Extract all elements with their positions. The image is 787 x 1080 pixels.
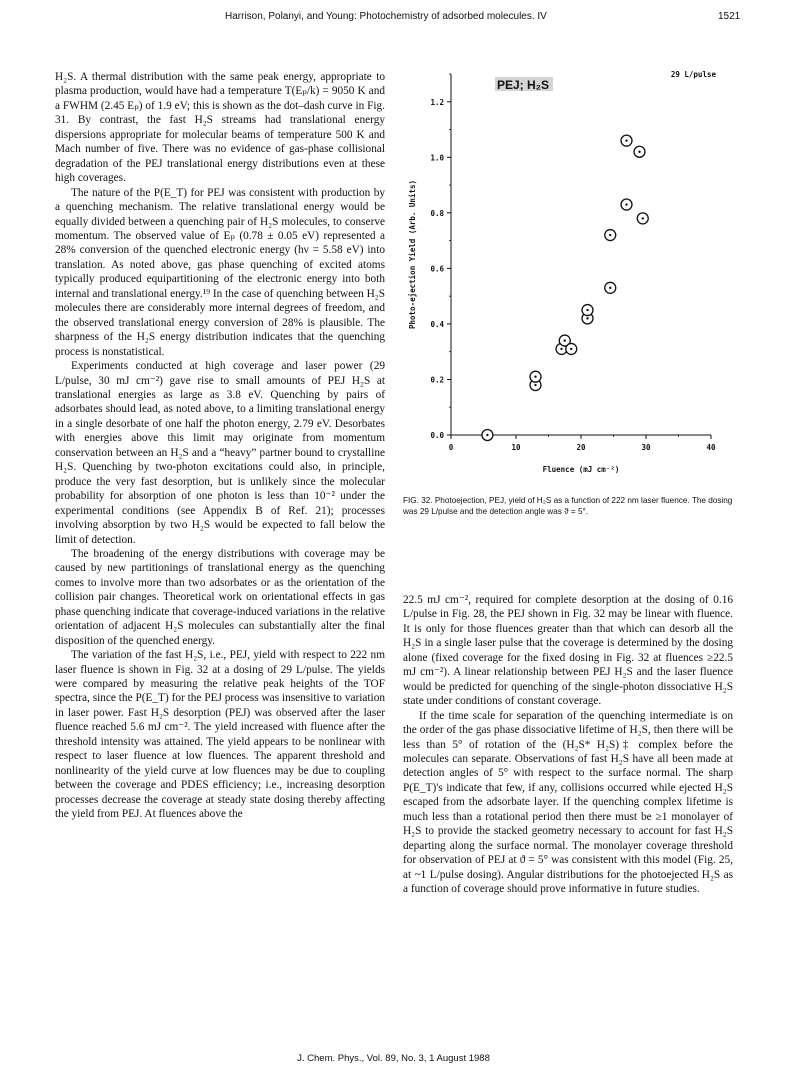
data-point-center xyxy=(564,339,566,341)
data-point-center xyxy=(638,151,640,153)
y-tick-label: 0.2 xyxy=(430,375,444,385)
data-point-center xyxy=(560,348,562,350)
left-column xyxy=(55,70,385,822)
x-tick-label: 10 xyxy=(511,443,521,452)
right-column xyxy=(403,593,733,897)
data-point-center xyxy=(534,375,536,377)
x-tick-label: 40 xyxy=(706,443,716,452)
data-point-center xyxy=(609,287,611,289)
data-point-center xyxy=(609,234,611,236)
y-tick-label: 0.6 xyxy=(430,264,444,274)
x-axis-label: Fluence (mJ cm⁻²) xyxy=(542,465,620,474)
data-point-center xyxy=(625,203,627,205)
data-point-center xyxy=(534,384,536,386)
page-number: 1521 xyxy=(718,11,741,22)
y-tick-label: 1.0 xyxy=(430,153,444,163)
data-point-center xyxy=(625,139,627,141)
y-axis-label: Photo-ejection Yield (Arb. Units) xyxy=(408,179,417,330)
y-tick-label: 0.0 xyxy=(430,431,444,440)
y-tick-label: 0.8 xyxy=(430,208,444,218)
x-tick-label: 0 xyxy=(448,443,454,452)
journal-footer: J. Chem. Phys., Vol. 89, No. 3, 1 August 1988 xyxy=(297,1053,490,1064)
data-point-center xyxy=(586,309,588,311)
paragraph: The broadening of the energy distributions with coverage may be caused by new partitionings of translational energy as the quenching comes to involve more than two adsorbates or as the orientation of the collision pair changes. Theoretical work on orientational effects in gas phase quenching indicate that coverage-induced variations in the relative orientation of adjacent H₂S molecules can substantially alter the final disposition of the quenched energy. xyxy=(55,547,385,647)
data-point-center xyxy=(570,348,572,350)
data-point-center xyxy=(586,317,588,319)
paragraph: 22.5 mJ cm⁻², required for complete desorption at the dosing of 0.16 L/pulse in Fig. 28, the PEJ shown in Fig. 32 may be linear with fluence. It is only for those fluences greater than that which can desorb all the H₂S in a single laser pulse that the coverage is determined by the dosing alone (fixed coverage for the fixed dosing in Fig. 32 at fluences ≥22.5 mJ cm⁻²). A linear relationship between PEJ H₂S and the laser fluence would be predicted for quenching of the single-photon dissociative H₂S state under conditions of constant coverage. xyxy=(403,594,733,708)
paragraph: If the time scale for separation of the quenching intermediate is on the order of the gas phase dissociative lifetime of H₂S, then there will be less than 5° of rotation of the (H₂S* H₂S)‡ complex before the molecules can separate. Observations of fast H₂S have all been made at detection angles of 5° with respect to the surface normal. The sharp P(E_T)'s indicate that few, if any, collisions occurred while ejected H₂S escaped from the adsorbate layer. If the quenching complex lifetime is much less than a rotational period then there must be ≥1 monolayer of H₂S to provide the stacked geometry necessary to account for fast H₂S departing along the surface normal. The monolayer coverage threshold for observation of PEJ at ϑ = 5° was consistent with this model (Fig. 25, at ~1 L/pulse dosing). Angular distributions for the photoejected H₂S as a function of coverage should prove informative in future studies. xyxy=(403,709,733,896)
running-head xyxy=(0,11,787,29)
data-point-center xyxy=(642,217,644,219)
x-tick-label: 30 xyxy=(641,443,651,452)
y-tick-label: 1.2 xyxy=(430,97,444,107)
paragraph: Experiments conducted at high coverage and laser power (29 L/pulse, 30 mJ cm⁻²) gave rise to small amounts of PEJ H₂S at translational energies as large as 3.8 eV. Quenching by pairs of adsorbates should lead, as noted above, to a limiting translational energy in a single desorbate of one half the photon energy, 2.79 eV. Desorbates with energies above this limit may originate from momentum conservation between an H₂S and a “heavy” partner bound to crystalline H₂S. Quenching by two-photon excitations could also, in principle, produce the very fast desorption, but is unlikely since the molecular probability for absorption of one photon is less than 10⁻² under the experimental conditions (see Appendix B of Ref. 21); processes involving absorption by two H₂S would be expected to fall below the limit of detection. xyxy=(55,360,385,546)
y-tick-label: 0.4 xyxy=(430,319,444,329)
data-point-center xyxy=(486,434,488,436)
running-title: Harrison, Polanyi, and Young: Photochemistry of adsorbed molecules. IV xyxy=(225,11,547,22)
paragraph: The variation of the fast H₂S, i.e., PEJ, yield with respect to 222 nm laser fluence is shown in Fig. 32 at a dosing of 29 L/pulse. The yields were compared by measuring the relative peak heights of the TOF spectra, since the P(E_T) for the PEJ process was insensitive to variation in laser power. Fast H₂S desorption (PEJ) was observed after the laser fluence reached 5.6 mJ cm⁻². The yield increased with fluence after the threshold intensity was attained. The yield appears to be nonlinear with respect to laser fluence at low fluences. The apparent threshold and nonlinearity of the yield curve at low fluences may be due to coupling between the coverage and PDES efficiency; i.e., increasing desorption processes decrease the coverage at steady state dosing thereby affecting the yield from PEJ. At fluences above the xyxy=(55,649,385,821)
chart-title: PEJ; H₂S xyxy=(497,78,550,92)
paragraph: The nature of the P(E_T) for PEJ was consistent with production by a quenching mechanism. The relative translational energy would be equally divided between a quenching pair of H₂S molecules, to conserve momentum. The observed value of Eₚ (0.78 ± 0.05 eV) represented a 28% conversion of the quenched electronic energy (hν = 5.58 eV) into translation. As noted above, gas phase quenching of excited atoms typically produced equipartitioning of the electronic energy into both internal and translational energy.¹⁹ In the case of quenching between H₂S molecules there are considerably more internal degrees of freedom, and the observed translational energy conversion of 28% is plausible. The sharpness of the H₂S energy distribution indicates that the quenching process is nonstatistical. xyxy=(55,186,385,358)
figure-caption: FIG. 32. Photoejection, PEJ, yield of H₂S as a function of 222 nm laser fluence. The dosing was 29 L/pulse and the detection angle was ϑ = 5°. xyxy=(403,496,733,516)
x-tick-label: 20 xyxy=(576,443,586,452)
figure-32 xyxy=(403,60,738,530)
paragraph: H₂S. A thermal distribution with the same peak energy, appropriate to plasma production, would have had a temperature T(Eₚ/k) = 9050 K and a FWHM (2.45 Eₚ) of 1.9 eV; this is shown as the dot–dash curve in Fig. 31. By contrast, the fast H₂S streams had translational energy dispersions appropriate for molecular beams of temperature 500 K and Mach number of five. There was no evidence of gas-phase collisional degradation of the PEJ translational energy distributions even at these high coverages. xyxy=(55,71,385,185)
yield-vs-fluence-chart xyxy=(403,60,738,490)
chart-annotation: 29 L/pulse xyxy=(670,70,716,79)
